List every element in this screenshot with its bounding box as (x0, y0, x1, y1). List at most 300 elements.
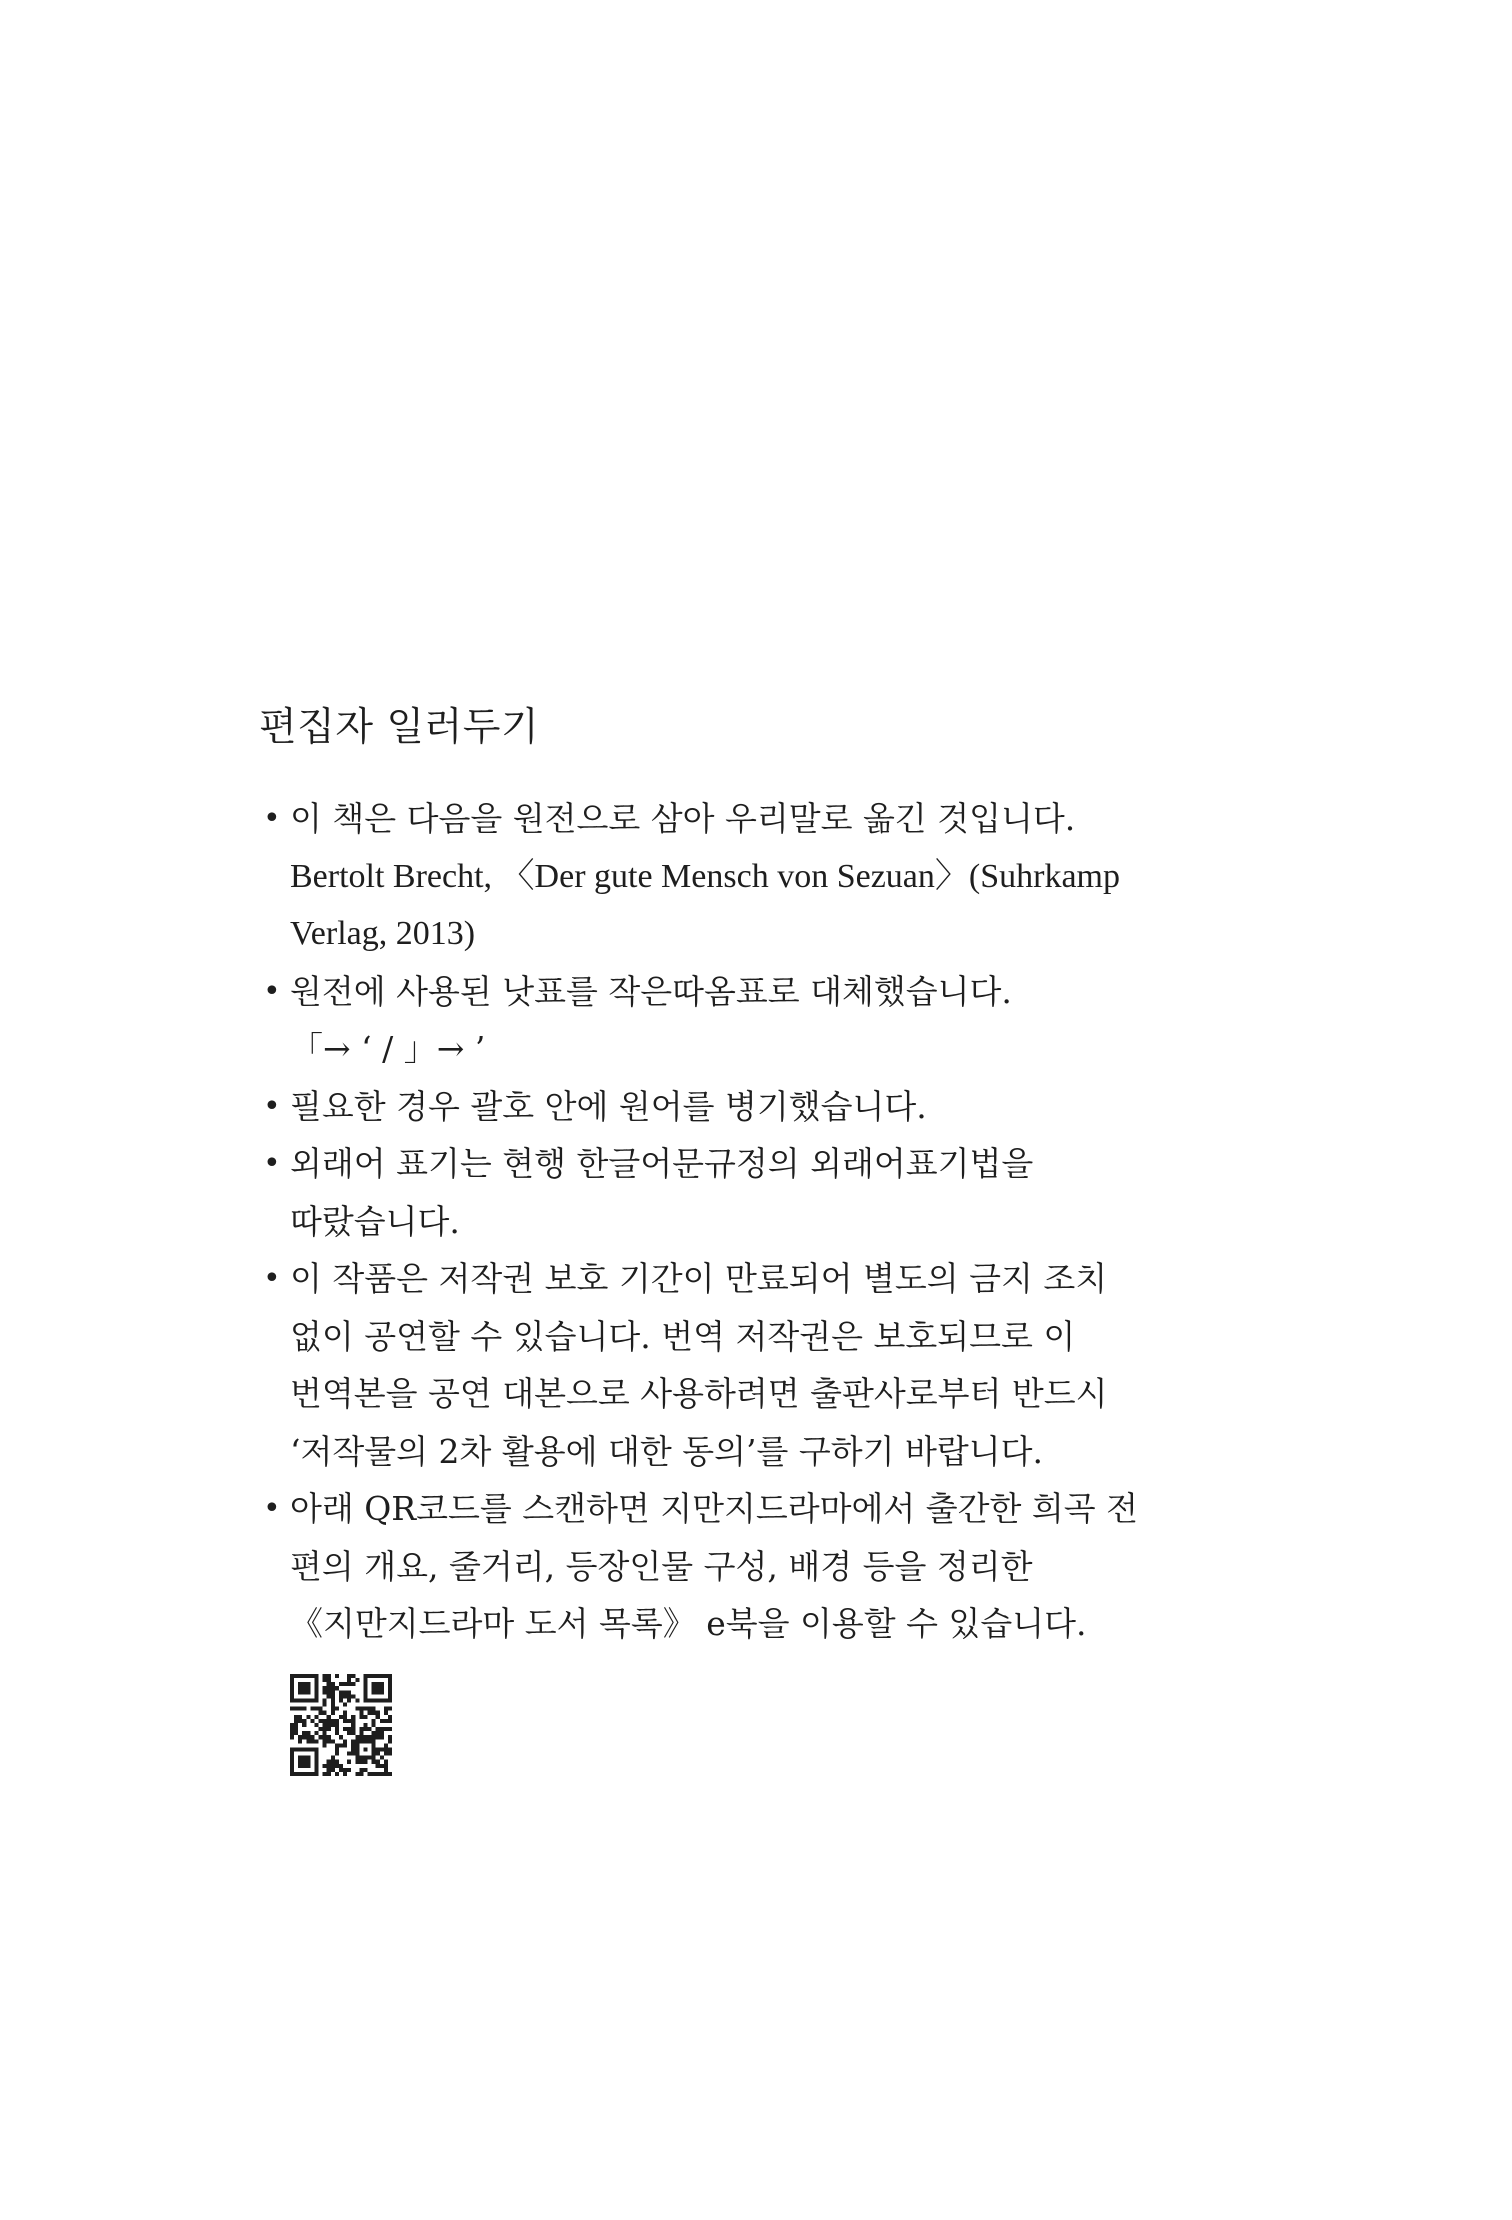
qr-module (323, 1678, 327, 1682)
qr-module (343, 1715, 347, 1719)
bullet-marker: • (263, 1261, 281, 1296)
qr-module (343, 1727, 347, 1731)
qr-module (327, 1686, 331, 1690)
qr-module (372, 1674, 376, 1678)
qr-module (355, 1760, 359, 1764)
qr-module (380, 1731, 384, 1735)
qr-module (290, 1764, 294, 1768)
qr-module (290, 1686, 294, 1690)
qr-module (380, 1698, 384, 1702)
qr-module (372, 1731, 376, 1735)
qr-module (355, 1735, 359, 1739)
qr-module (323, 1711, 327, 1715)
qr-module (331, 1768, 335, 1772)
qr-module (331, 1756, 335, 1760)
qr-module (302, 1756, 306, 1760)
qr-module (368, 1707, 372, 1711)
qr-module (376, 1711, 380, 1715)
qr-module (306, 1739, 310, 1743)
qr-module (376, 1731, 380, 1735)
qr-module (323, 1703, 327, 1707)
qr-module (384, 1768, 388, 1772)
qr-module (314, 1686, 318, 1690)
note-line: 없이 공연할 수 있습니다. 번역 저작권은 보호되므로 이 (290, 1316, 1076, 1356)
qr-module (347, 1752, 351, 1756)
qr-module (294, 1727, 298, 1731)
qr-module (384, 1727, 388, 1731)
qr-module (298, 1739, 302, 1743)
qr-module (376, 1752, 380, 1756)
qr-module (384, 1711, 388, 1715)
qr-module (298, 1698, 302, 1702)
qr-module (302, 1686, 306, 1690)
qr-module (359, 1707, 363, 1711)
qr-module (327, 1739, 331, 1743)
qr-module (314, 1694, 318, 1698)
qr-module (314, 1674, 318, 1678)
qr-module (339, 1694, 343, 1698)
qr-module (388, 1678, 392, 1682)
qr-module (384, 1707, 388, 1711)
qr-module (327, 1682, 331, 1686)
qr-module (302, 1707, 306, 1711)
qr-module (323, 1674, 327, 1678)
qr-module (310, 1772, 314, 1776)
qr-module (290, 1768, 294, 1772)
qr-module (323, 1764, 327, 1768)
qr-module (359, 1739, 363, 1743)
qr-module (294, 1723, 298, 1727)
qr-module (335, 1752, 339, 1756)
qr-module (327, 1694, 331, 1698)
qr-module (380, 1674, 384, 1678)
qr-module (290, 1735, 294, 1739)
qr-module (380, 1690, 384, 1694)
qr-module (339, 1690, 343, 1694)
qr-module (310, 1739, 314, 1743)
qr-module (290, 1731, 294, 1735)
qr-module (351, 1719, 355, 1723)
qr-module (294, 1747, 298, 1751)
note-item-original-source (263, 790, 1290, 963)
qr-module (376, 1760, 380, 1764)
qr-module (323, 1723, 327, 1727)
note-line: 따랐습니다. (290, 1201, 460, 1241)
note-line: 이 책은 다음을 원전으로 삼아 우리말로 옮긴 것입니다. (290, 799, 1076, 838)
qr-module (327, 1690, 331, 1694)
qr-module (368, 1756, 372, 1760)
qr-module (380, 1682, 384, 1686)
qr-module (335, 1674, 339, 1678)
note-item-loanword-notation (263, 1135, 1290, 1250)
qr-module (339, 1768, 343, 1772)
qr-module (372, 1723, 376, 1727)
qr-module (335, 1723, 339, 1727)
qr-module (388, 1694, 392, 1698)
qr-module (347, 1727, 351, 1731)
qr-module (331, 1686, 335, 1690)
qr-module (335, 1743, 339, 1747)
qr-module (372, 1747, 376, 1751)
qr-module (368, 1698, 372, 1702)
qr-module (306, 1698, 310, 1702)
qr-module (359, 1756, 363, 1760)
qr-module (290, 1747, 294, 1751)
note-line: Bertolt Brecht, 〈Der gute Mensch von Sezuan〉(Suhrkamp (290, 857, 1120, 895)
qr-module (306, 1747, 310, 1751)
qr-module (290, 1698, 294, 1702)
qr-module (384, 1760, 388, 1764)
qr-module (290, 1690, 294, 1694)
qr-module (372, 1686, 376, 1690)
note-item-copyright (263, 1250, 1290, 1480)
qr-module (319, 1735, 323, 1739)
qr-module (298, 1760, 302, 1764)
qr-module (351, 1674, 355, 1678)
note-item-quotation-marks (263, 963, 1290, 1078)
qr-module (384, 1772, 388, 1776)
qr-module (347, 1698, 351, 1702)
qr-module (327, 1735, 331, 1739)
qr-module (351, 1682, 355, 1686)
bullet-marker: • (263, 973, 281, 1009)
qr-module (388, 1739, 392, 1743)
qr-module (388, 1686, 392, 1690)
qr-module (376, 1747, 380, 1751)
qr-module (290, 1674, 294, 1678)
qr-module (355, 1747, 359, 1751)
qr-module (302, 1723, 306, 1727)
qr-module (327, 1723, 331, 1727)
qr-code-icon (290, 1674, 392, 1776)
qr-module (323, 1698, 327, 1702)
qr-module (355, 1756, 359, 1760)
qr-module (306, 1682, 310, 1686)
qr-module (355, 1678, 359, 1682)
qr-module (290, 1727, 294, 1731)
qr-module (359, 1731, 363, 1735)
note-line: 원전에 사용된 낫표를 작은따옴표로 대체했습니다. (290, 971, 1012, 1011)
qr-module (380, 1764, 384, 1768)
qr-module (363, 1678, 367, 1682)
qr-module (368, 1674, 372, 1678)
qr-module (388, 1772, 392, 1776)
qr-module (310, 1698, 314, 1702)
qr-module (339, 1715, 343, 1719)
qr-module (319, 1707, 323, 1711)
qr-module (314, 1739, 318, 1743)
qr-module (314, 1768, 318, 1772)
qr-module (314, 1772, 318, 1776)
qr-module (331, 1711, 335, 1715)
note-item-original-words (263, 1078, 1290, 1136)
note-line: 이 작품은 저작권 보호 기간이 만료되어 별도의 금지 조치 (290, 1259, 1108, 1298)
note-line: 「→ ‘ / 」→ ’ (290, 1029, 486, 1068)
qr-module (384, 1674, 388, 1678)
qr-module (298, 1674, 302, 1678)
qr-module (323, 1743, 327, 1747)
qr-module (372, 1772, 376, 1776)
bullet-marker: • (263, 1491, 281, 1526)
qr-module (335, 1707, 339, 1711)
qr-module (355, 1739, 359, 1743)
qr-module (388, 1747, 392, 1751)
qr-module (294, 1698, 298, 1702)
qr-module (380, 1756, 384, 1760)
qr-module (343, 1690, 347, 1694)
qr-module (384, 1764, 388, 1768)
qr-module (372, 1743, 376, 1747)
qr-module (302, 1698, 306, 1702)
qr-module (351, 1743, 355, 1747)
qr-module (376, 1772, 380, 1776)
qr-module (359, 1735, 363, 1739)
qr-module (363, 1747, 367, 1751)
qr-module (302, 1719, 306, 1723)
qr-module (384, 1752, 388, 1756)
qr-module (347, 1682, 351, 1686)
qr-module (347, 1678, 351, 1682)
qr-module (339, 1764, 343, 1768)
qr-module (347, 1694, 351, 1698)
qr-module (380, 1772, 384, 1776)
qr-module (372, 1682, 376, 1686)
qr-module (359, 1772, 363, 1776)
bullet-marker: • (263, 1088, 281, 1124)
qr-module (339, 1682, 343, 1686)
qr-module (290, 1723, 294, 1727)
qr-module (368, 1772, 372, 1776)
bullet-marker: • (263, 801, 281, 836)
page-title: 편집자 일러두기 (259, 705, 540, 750)
qr-module (335, 1747, 339, 1751)
qr-module (347, 1674, 351, 1678)
qr-module (298, 1735, 302, 1739)
qr-module (290, 1694, 294, 1698)
qr-module (388, 1735, 392, 1739)
qr-module (327, 1760, 331, 1764)
qr-module (380, 1747, 384, 1751)
qr-module (319, 1719, 323, 1723)
qr-module (343, 1703, 347, 1707)
qr-module (306, 1735, 310, 1739)
qr-module (363, 1760, 367, 1764)
qr-module (298, 1719, 302, 1723)
qr-module (294, 1674, 298, 1678)
qr-module (327, 1764, 331, 1768)
qr-module (306, 1686, 310, 1690)
qr-module (327, 1719, 331, 1723)
qr-module (384, 1719, 388, 1723)
qr-module (335, 1727, 339, 1731)
qr-module (359, 1711, 363, 1715)
qr-module (306, 1772, 310, 1776)
qr-module (363, 1715, 367, 1719)
qr-module (343, 1739, 347, 1743)
qr-module (290, 1752, 294, 1756)
qr-module (388, 1682, 392, 1686)
qr-module (331, 1694, 335, 1698)
qr-module (298, 1715, 302, 1719)
qr-module (355, 1743, 359, 1747)
qr-module (343, 1682, 347, 1686)
notes-list (263, 790, 1290, 1653)
qr-module (343, 1719, 347, 1723)
qr-module (380, 1719, 384, 1723)
qr-module (363, 1735, 367, 1739)
qr-module (323, 1731, 327, 1735)
qr-module (298, 1686, 302, 1690)
qr-module (355, 1698, 359, 1702)
qr-module (363, 1768, 367, 1772)
qr-module (306, 1760, 310, 1764)
qr-module (290, 1707, 294, 1711)
qr-module (310, 1674, 314, 1678)
qr-module (388, 1719, 392, 1723)
qr-module (376, 1674, 380, 1678)
qr-module (319, 1711, 323, 1715)
qr-module (388, 1715, 392, 1719)
qr-module (339, 1735, 343, 1739)
qr-module (376, 1764, 380, 1768)
qr-module (306, 1674, 310, 1678)
qr-module (376, 1727, 380, 1731)
qr-module (384, 1743, 388, 1747)
qr-module (331, 1764, 335, 1768)
qr-module (376, 1682, 380, 1686)
qr-module (388, 1698, 392, 1702)
qr-module (376, 1715, 380, 1719)
qr-module (302, 1760, 306, 1764)
qr-module (363, 1682, 367, 1686)
qr-module (339, 1743, 343, 1747)
qr-module (359, 1727, 363, 1731)
qr-module (302, 1690, 306, 1694)
qr-module (302, 1682, 306, 1686)
note-item-qr-catalog (263, 1480, 1290, 1653)
qr-module (372, 1756, 376, 1760)
qr-module (306, 1731, 310, 1735)
qr-module (327, 1727, 331, 1731)
qr-module (347, 1731, 351, 1735)
qr-module (388, 1690, 392, 1694)
qr-module (359, 1715, 363, 1719)
qr-module (323, 1739, 327, 1743)
qr-module (363, 1756, 367, 1760)
note-line: 아래 QR코드를 스캔하면 지만지드라마에서 출간한 희곡 전 (290, 1489, 1139, 1528)
qr-module (335, 1764, 339, 1768)
qr-module (327, 1768, 331, 1772)
qr-module (384, 1698, 388, 1702)
qr-module (372, 1752, 376, 1756)
qr-module (347, 1690, 351, 1694)
qr-module (294, 1707, 298, 1711)
qr-module (310, 1719, 314, 1723)
qr-module (298, 1707, 302, 1711)
qr-module (339, 1698, 343, 1702)
qr-module (298, 1764, 302, 1768)
qr-module (376, 1686, 380, 1690)
note-line: Verlag, 2013) (290, 915, 476, 952)
note-line: 편의 개요, 줄거리, 등장인물 구성, 배경 등을 정리한 (290, 1546, 1033, 1586)
qr-module (380, 1686, 384, 1690)
qr-module (323, 1719, 327, 1723)
qr-module (323, 1686, 327, 1690)
qr-module (363, 1686, 367, 1690)
qr-module (355, 1752, 359, 1756)
qr-module (351, 1739, 355, 1743)
qr-module (343, 1711, 347, 1715)
qr-module (343, 1772, 347, 1776)
qr-module (331, 1703, 335, 1707)
qr-module (384, 1747, 388, 1751)
qr-module (302, 1764, 306, 1768)
note-line: 번역본을 공연 대본으로 사용하려면 출판사로부터 반드시 (290, 1374, 1108, 1413)
qr-module (363, 1690, 367, 1694)
qr-module (314, 1752, 318, 1756)
qr-module (335, 1760, 339, 1764)
qr-module (380, 1727, 384, 1731)
qr-module (302, 1735, 306, 1739)
qr-module (298, 1772, 302, 1776)
qr-module (331, 1739, 335, 1743)
qr-module (388, 1707, 392, 1711)
qr-module (290, 1760, 294, 1764)
qr-module (351, 1727, 355, 1731)
qr-module (314, 1682, 318, 1686)
qr-module (302, 1674, 306, 1678)
qr-module (290, 1772, 294, 1776)
qr-module (294, 1719, 298, 1723)
qr-module (327, 1715, 331, 1719)
qr-module (294, 1731, 298, 1735)
qr-module (351, 1715, 355, 1719)
qr-module (331, 1707, 335, 1711)
qr-module (331, 1698, 335, 1702)
note-line: 외래어 표기는 현행 한글어문규정의 외래어표기법을 (290, 1144, 1034, 1183)
qr-module (314, 1690, 318, 1694)
qr-module (372, 1690, 376, 1694)
qr-module (314, 1698, 318, 1702)
qr-module (302, 1772, 306, 1776)
qr-module (359, 1768, 363, 1772)
qr-module (355, 1772, 359, 1776)
qr-module (335, 1772, 339, 1776)
qr-module (331, 1723, 335, 1727)
qr-module (343, 1743, 347, 1747)
qr-module (347, 1760, 351, 1764)
qr-module (294, 1715, 298, 1719)
qr-module (351, 1747, 355, 1751)
qr-module (298, 1747, 302, 1751)
bullet-marker: • (263, 1146, 281, 1181)
qr-module (368, 1739, 372, 1743)
note-line: 《지만지드라마 도서 목록》 e북을 이용할 수 있습니다. (290, 1604, 1087, 1643)
qr-module (363, 1694, 367, 1698)
qr-module (314, 1678, 318, 1682)
qr-module (314, 1731, 318, 1735)
qr-module (363, 1739, 367, 1743)
qr-module (310, 1747, 314, 1751)
qr-module (355, 1707, 359, 1711)
qr-module (388, 1752, 392, 1756)
qr-module (343, 1768, 347, 1772)
qr-module (314, 1764, 318, 1768)
qr-module (372, 1711, 376, 1715)
qr-module (368, 1735, 372, 1739)
qr-module (351, 1694, 355, 1698)
qr-module (372, 1760, 376, 1764)
